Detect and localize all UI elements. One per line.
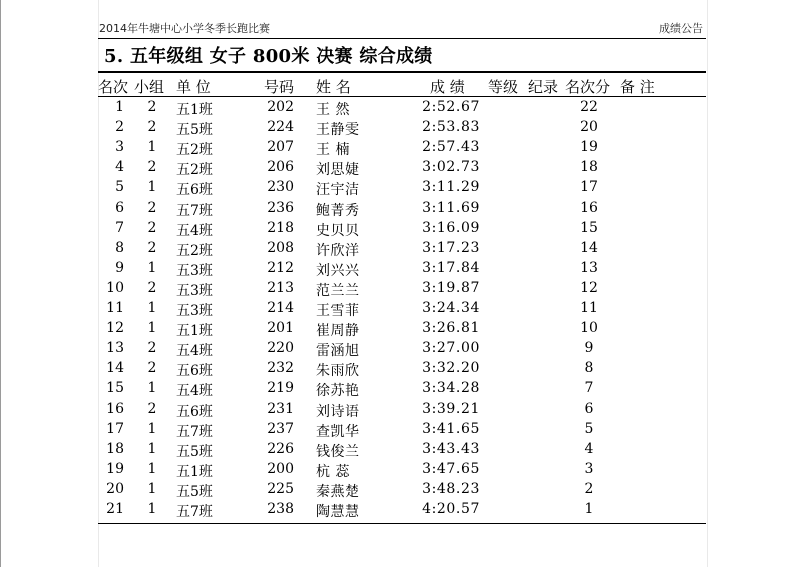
cell-rank: 15 bbox=[106, 380, 124, 397]
cell-score: 15 bbox=[580, 219, 598, 236]
cell-time: 2:52.67 bbox=[422, 99, 480, 115]
cell-name: 朱雨欣 bbox=[316, 363, 360, 380]
cell-rank: 12 bbox=[106, 320, 124, 337]
viewport-left-border bbox=[0, 0, 1, 567]
cell-group: 2 bbox=[147, 340, 157, 357]
cell-group: 1 bbox=[147, 460, 157, 477]
cell-name: 许欣洋 bbox=[316, 242, 360, 259]
cell-unit: 五1班 bbox=[176, 323, 213, 340]
cell-rank: 18 bbox=[106, 440, 124, 457]
cell-time: 3:48.23 bbox=[422, 480, 480, 497]
cell-time: 3:19.87 bbox=[422, 279, 480, 296]
table-row bbox=[98, 340, 706, 360]
page-title: 5. 五年级组 女子 800米 决赛 综合成绩 bbox=[104, 46, 433, 67]
table-row bbox=[98, 461, 706, 481]
table-row bbox=[98, 159, 706, 179]
cell-score: 17 bbox=[580, 179, 598, 196]
table-row bbox=[98, 320, 706, 340]
cell-score: 7 bbox=[584, 380, 594, 397]
cell-unit: 五2班 bbox=[176, 242, 213, 259]
cell-time: 3:41.65 bbox=[422, 420, 480, 437]
cell-name: 刘诗语 bbox=[316, 403, 360, 420]
table-row bbox=[98, 240, 706, 260]
cell-rank: 16 bbox=[106, 400, 124, 417]
cell-score: 16 bbox=[580, 199, 598, 216]
cell-rank: 8 bbox=[115, 239, 124, 256]
cell-score: 5 bbox=[584, 420, 594, 437]
cell-unit: 五1班 bbox=[176, 463, 213, 480]
table-header bbox=[98, 76, 706, 94]
cell-number: 224 bbox=[267, 119, 294, 136]
cell-group: 1 bbox=[147, 320, 157, 337]
cell-name: 杭 蕊 bbox=[316, 463, 350, 480]
cell-time: 3:43.43 bbox=[422, 440, 480, 457]
cell-name: 王 楠 bbox=[316, 142, 350, 159]
table-row bbox=[98, 360, 706, 380]
cell-rank: 7 bbox=[115, 219, 124, 236]
cell-time: 2:53.83 bbox=[422, 119, 480, 136]
cell-score: 6 bbox=[584, 400, 594, 417]
cell-number: 214 bbox=[267, 300, 294, 316]
cell-unit: 五7班 bbox=[176, 423, 213, 440]
cell-unit: 五6班 bbox=[176, 363, 213, 380]
cell-number: 231 bbox=[267, 400, 294, 417]
table-row bbox=[98, 401, 706, 421]
cell-rank: 19 bbox=[106, 460, 124, 477]
cell-group: 1 bbox=[147, 440, 157, 457]
table-bottom-divider bbox=[98, 523, 706, 524]
table-row bbox=[98, 99, 706, 119]
cell-score: 3 bbox=[584, 460, 594, 477]
cell-score: 4 bbox=[584, 440, 594, 457]
cell-name: 史贝贝 bbox=[316, 222, 360, 239]
table-header-divider bbox=[98, 96, 706, 97]
cell-rank: 13 bbox=[106, 340, 124, 357]
cell-unit: 五6班 bbox=[176, 403, 213, 420]
cell-time: 3:17.84 bbox=[422, 259, 480, 276]
cell-group: 2 bbox=[147, 400, 157, 417]
cell-time: 3:24.34 bbox=[422, 300, 480, 316]
cell-group: 1 bbox=[147, 380, 157, 397]
cell-number: 225 bbox=[267, 480, 294, 497]
cell-time: 3:02.73 bbox=[422, 159, 480, 176]
cell-rank: 10 bbox=[106, 279, 124, 296]
cell-number: 219 bbox=[267, 380, 294, 397]
cell-group: 1 bbox=[147, 179, 157, 196]
cell-name: 王雪菲 bbox=[316, 303, 360, 319]
title-divider bbox=[98, 71, 706, 73]
cell-score: 11 bbox=[580, 300, 598, 316]
cell-unit: 五4班 bbox=[176, 222, 213, 239]
cell-time: 3:32.20 bbox=[422, 360, 480, 377]
cell-number: 213 bbox=[267, 279, 294, 296]
cell-score: 20 bbox=[580, 119, 598, 136]
col-remark: 备 注 bbox=[620, 78, 655, 96]
cell-unit: 五3班 bbox=[176, 303, 213, 319]
cell-group: 2 bbox=[147, 279, 157, 296]
cell-time: 3:11.29 bbox=[422, 179, 480, 196]
cell-score: 22 bbox=[580, 99, 598, 115]
cell-rank: 21 bbox=[106, 501, 124, 517]
cell-unit: 五2班 bbox=[176, 142, 213, 159]
cell-group: 2 bbox=[147, 159, 157, 176]
page-right-edge bbox=[707, 0, 708, 567]
cell-number: 200 bbox=[267, 460, 294, 477]
cell-number: 237 bbox=[267, 420, 294, 437]
cell-group: 2 bbox=[147, 219, 157, 236]
table-row bbox=[98, 380, 706, 400]
cell-name: 秦燕楚 bbox=[316, 483, 360, 500]
cell-number: 226 bbox=[267, 440, 294, 457]
cell-time: 4:20.57 bbox=[422, 501, 480, 517]
cell-score: 8 bbox=[584, 360, 594, 377]
col-unit: 单 位 bbox=[176, 78, 211, 96]
cell-group: 1 bbox=[147, 139, 157, 156]
cell-group: 1 bbox=[147, 420, 157, 437]
cell-unit: 五5班 bbox=[176, 122, 213, 139]
cell-name: 崔周静 bbox=[316, 323, 360, 340]
table-row bbox=[98, 280, 706, 300]
table-row bbox=[98, 139, 706, 159]
cell-name: 查凯华 bbox=[316, 423, 360, 440]
cell-unit: 五6班 bbox=[176, 182, 213, 199]
cell-unit: 五3班 bbox=[176, 282, 213, 299]
cell-number: 232 bbox=[267, 360, 294, 377]
cell-name: 鲍菁秀 bbox=[316, 202, 360, 219]
cell-rank: 3 bbox=[115, 139, 124, 156]
table-row bbox=[98, 421, 706, 441]
table-row bbox=[98, 260, 706, 280]
cell-rank: 11 bbox=[106, 300, 124, 316]
cell-score: 2 bbox=[584, 480, 594, 497]
cell-number: 220 bbox=[267, 340, 294, 357]
page-header-section-name: 成绩公告 bbox=[659, 22, 703, 35]
cell-time: 3:17.23 bbox=[422, 239, 480, 256]
col-time: 成 绩 bbox=[430, 78, 465, 96]
cell-score: 14 bbox=[580, 239, 598, 256]
cell-score: 13 bbox=[580, 259, 598, 276]
header-divider bbox=[98, 38, 706, 39]
cell-name: 雷涵旭 bbox=[316, 343, 360, 360]
cell-unit: 五2班 bbox=[176, 162, 213, 179]
cell-number: 238 bbox=[267, 501, 294, 517]
cell-group: 1 bbox=[147, 259, 157, 276]
col-rank: 名次 bbox=[98, 78, 129, 96]
cell-group: 2 bbox=[147, 239, 157, 256]
cell-rank: 17 bbox=[106, 420, 124, 437]
cell-unit: 五1班 bbox=[176, 102, 213, 118]
cell-time: 3:47.65 bbox=[422, 460, 480, 477]
cell-group: 2 bbox=[147, 119, 157, 136]
col-name: 姓 名 bbox=[316, 78, 351, 96]
cell-unit: 五4班 bbox=[176, 383, 213, 400]
cell-name: 陶慧慧 bbox=[316, 504, 360, 520]
cell-rank: 6 bbox=[115, 199, 124, 216]
cell-rank: 4 bbox=[115, 159, 124, 176]
cell-rank: 2 bbox=[115, 119, 124, 136]
cell-rank: 5 bbox=[115, 179, 124, 196]
table-row bbox=[98, 300, 706, 320]
page-header bbox=[99, 17, 703, 37]
cell-rank: 9 bbox=[115, 259, 124, 276]
cell-name: 王静雯 bbox=[316, 122, 360, 139]
cell-time: 2:57.43 bbox=[422, 139, 480, 156]
cell-group: 1 bbox=[147, 501, 157, 517]
cell-time: 3:11.69 bbox=[422, 199, 480, 216]
cell-score: 9 bbox=[584, 340, 594, 357]
cell-time: 3:34.28 bbox=[422, 380, 480, 397]
cell-time: 3:39.21 bbox=[422, 400, 480, 417]
cell-time: 3:27.00 bbox=[422, 340, 480, 357]
col-group: 小组 bbox=[134, 78, 165, 96]
col-record: 纪录 bbox=[528, 78, 559, 96]
table-row bbox=[98, 501, 706, 521]
cell-name: 徐苏艳 bbox=[316, 383, 360, 400]
cell-group: 2 bbox=[147, 99, 157, 115]
cell-name: 范兰兰 bbox=[316, 282, 360, 299]
cell-score: 10 bbox=[580, 320, 598, 337]
cell-score: 19 bbox=[580, 139, 598, 156]
cell-unit: 五5班 bbox=[176, 483, 213, 500]
col-level: 等级 bbox=[488, 78, 519, 96]
cell-name: 刘兴兴 bbox=[316, 262, 360, 279]
cell-number: 208 bbox=[267, 239, 294, 256]
cell-unit: 五7班 bbox=[176, 202, 213, 219]
cell-rank: 1 bbox=[115, 99, 124, 115]
col-number: 号码 bbox=[264, 78, 295, 96]
cell-unit: 五5班 bbox=[176, 443, 213, 460]
cell-group: 1 bbox=[147, 300, 157, 316]
cell-name: 汪宇洁 bbox=[316, 182, 360, 199]
cell-name: 王 然 bbox=[316, 102, 350, 118]
cell-time: 3:26.81 bbox=[422, 320, 480, 337]
cell-score: 18 bbox=[580, 159, 598, 176]
cell-rank: 20 bbox=[106, 480, 124, 497]
table-row bbox=[98, 220, 706, 240]
table-row bbox=[98, 119, 706, 139]
table-row bbox=[98, 441, 706, 461]
cell-number: 206 bbox=[267, 159, 294, 176]
cell-number: 212 bbox=[267, 259, 294, 276]
cell-number: 236 bbox=[267, 199, 294, 216]
cell-number: 202 bbox=[267, 99, 294, 115]
table-row bbox=[98, 200, 706, 220]
table-row bbox=[98, 179, 706, 199]
cell-group: 1 bbox=[147, 480, 157, 497]
cell-unit: 五4班 bbox=[176, 343, 213, 360]
page-header-event-name: 2014年牛塘中心小学冬季长跑比赛 bbox=[99, 22, 270, 35]
cell-number: 207 bbox=[267, 139, 294, 156]
cell-name: 刘思婕 bbox=[316, 162, 360, 179]
cell-score: 1 bbox=[584, 501, 594, 517]
cell-rank: 14 bbox=[106, 360, 124, 377]
cell-group: 2 bbox=[147, 199, 157, 216]
cell-unit: 五3班 bbox=[176, 262, 213, 279]
table-row bbox=[98, 481, 706, 501]
cell-time: 3:16.09 bbox=[422, 219, 480, 236]
cell-number: 218 bbox=[267, 219, 294, 236]
col-score: 名次分 bbox=[565, 78, 611, 96]
cell-score: 12 bbox=[580, 279, 598, 296]
cell-name: 钱俊兰 bbox=[316, 443, 360, 460]
cell-number: 201 bbox=[267, 320, 294, 337]
cell-number: 230 bbox=[267, 179, 294, 196]
cell-group: 2 bbox=[147, 360, 157, 377]
cell-unit: 五7班 bbox=[176, 504, 213, 520]
